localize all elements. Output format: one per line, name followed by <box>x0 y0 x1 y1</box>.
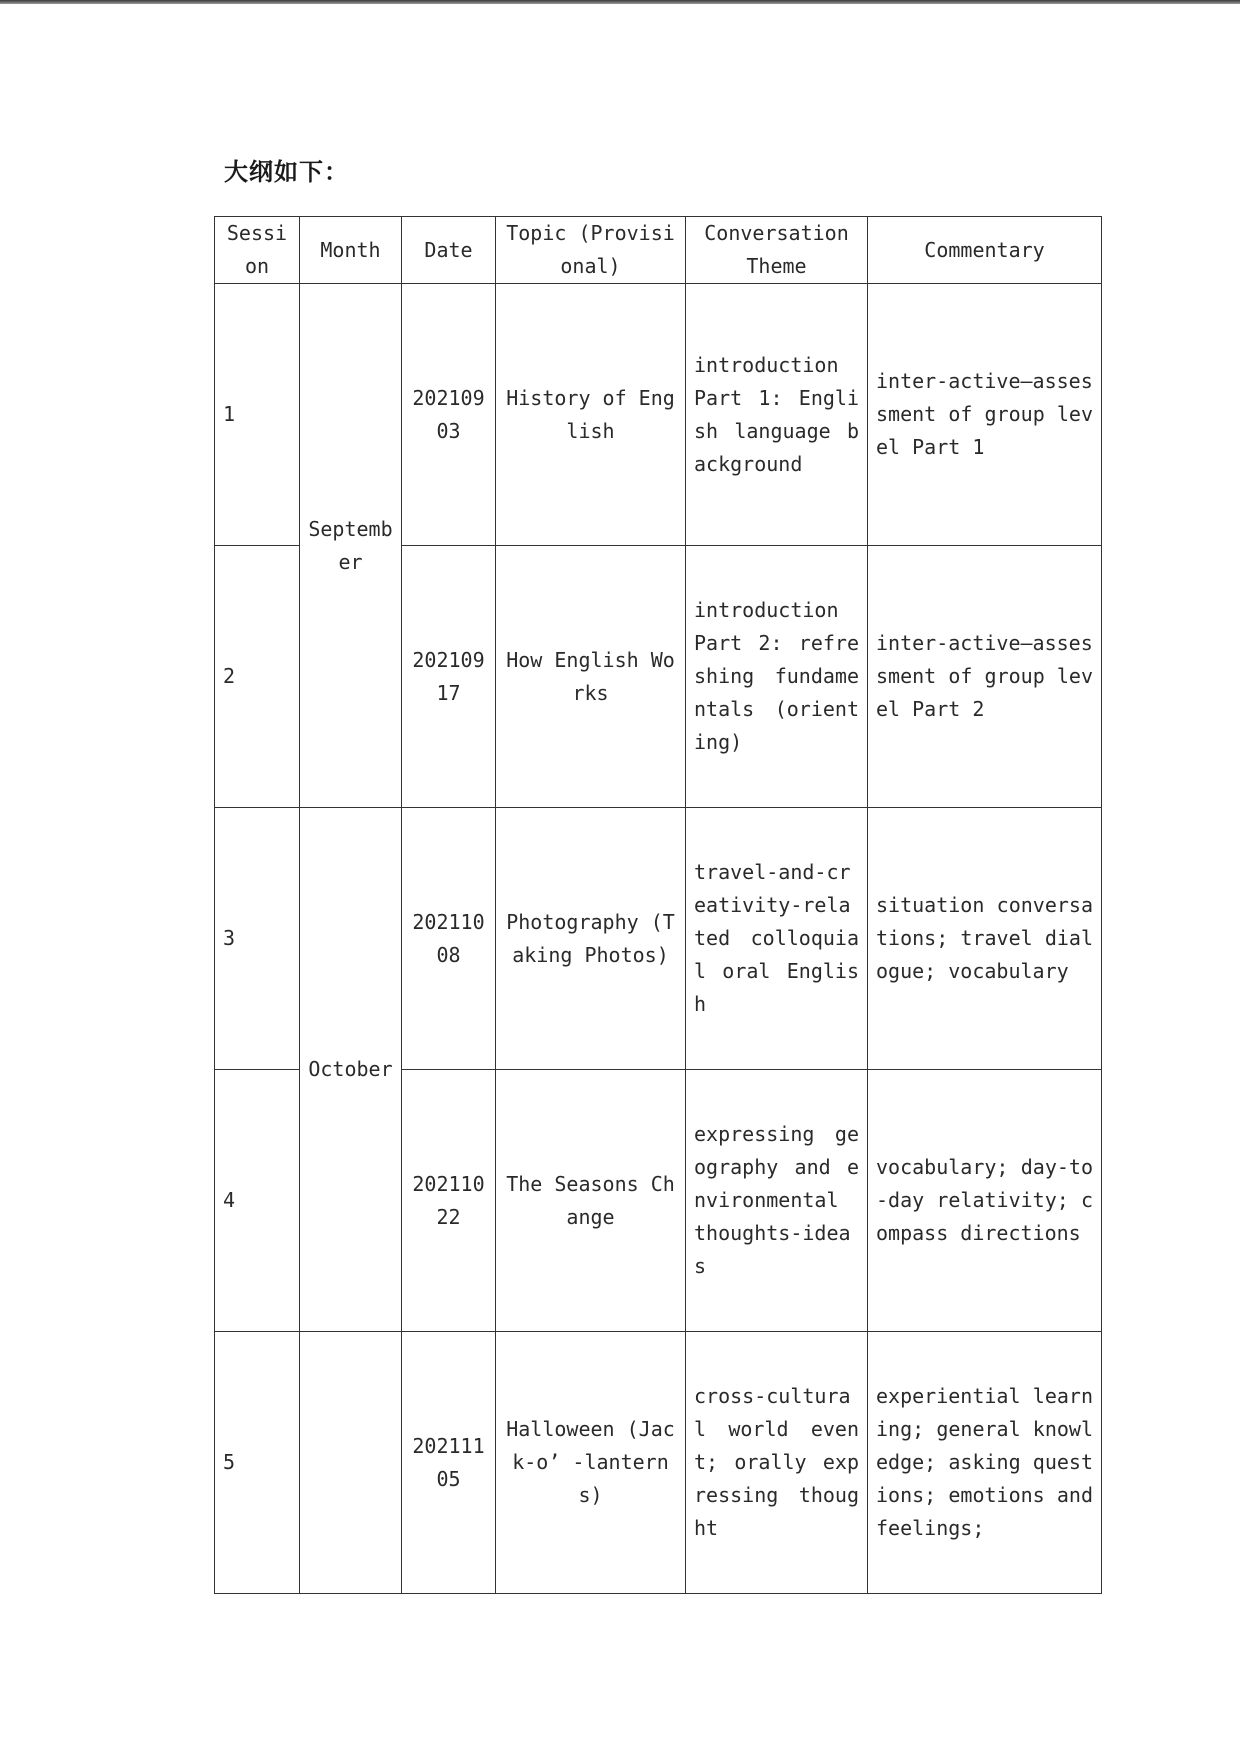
commentary-cell: situation conversations; travel dialogue; vocabulary <box>868 808 1102 1070</box>
commentary-cell: inter-active—assessment of group level Part 2 <box>868 546 1102 808</box>
commentary-cell: vocabulary; day-to-day relativity; compass directions <box>868 1070 1102 1332</box>
theme-cell: introduction Part 1: English language background <box>686 284 868 546</box>
header-row <box>215 217 1102 284</box>
date-cell: 20211105 <box>402 1332 496 1594</box>
topic-cell: The Seasons Change <box>496 1070 686 1332</box>
session-number: 5 <box>215 1332 300 1594</box>
table-row <box>215 808 1102 1070</box>
header-session: Session <box>215 217 300 284</box>
date-cell: 20211008 <box>402 808 496 1070</box>
topic-cell: How English Works <box>496 546 686 808</box>
session-number: 1 <box>215 284 300 546</box>
session-number: 2 <box>215 546 300 808</box>
theme-cell: cross-cultural world event; orally expressing thought <box>686 1332 868 1594</box>
theme-cell: travel-and-creativity-related colloquial oral English <box>686 808 868 1070</box>
scan-top-edge <box>0 0 1240 4</box>
month-cell: September <box>300 284 402 808</box>
date-cell: 20210917 <box>402 546 496 808</box>
header-topic: Topic (Provisional) <box>496 217 686 284</box>
month-cell-empty <box>300 1332 402 1594</box>
course-outline-table <box>214 216 1102 1594</box>
session-number: 3 <box>215 808 300 1070</box>
theme-cell: introduction Part 2: refreshing fundamentals (orienting) <box>686 546 868 808</box>
header-date: Date <box>402 217 496 284</box>
page-heading: 大纲如下： <box>224 158 349 186</box>
topic-cell: Photography (Taking Photos) <box>496 808 686 1070</box>
topic-cell: History of English <box>496 284 686 546</box>
date-cell: 20211022 <box>402 1070 496 1332</box>
commentary-cell: experiential learning; general knowledge; asking questions; emotions and feelings; <box>868 1332 1102 1594</box>
month-cell: October <box>300 808 402 1332</box>
table-row <box>215 1332 1102 1594</box>
header-month: Month <box>300 217 402 284</box>
date-cell: 20210903 <box>402 284 496 546</box>
theme-cell: expressing geography and environmental thoughts-ideas <box>686 1070 868 1332</box>
header-commentary: Commentary <box>868 217 1102 284</box>
header-conversation-theme: Conversation Theme <box>686 217 868 284</box>
table-row <box>215 284 1102 546</box>
session-number: 4 <box>215 1070 300 1332</box>
commentary-cell: inter-active—assessment of group level Part 1 <box>868 284 1102 546</box>
topic-cell: Halloween (Jack-o’ -lanterns) <box>496 1332 686 1594</box>
